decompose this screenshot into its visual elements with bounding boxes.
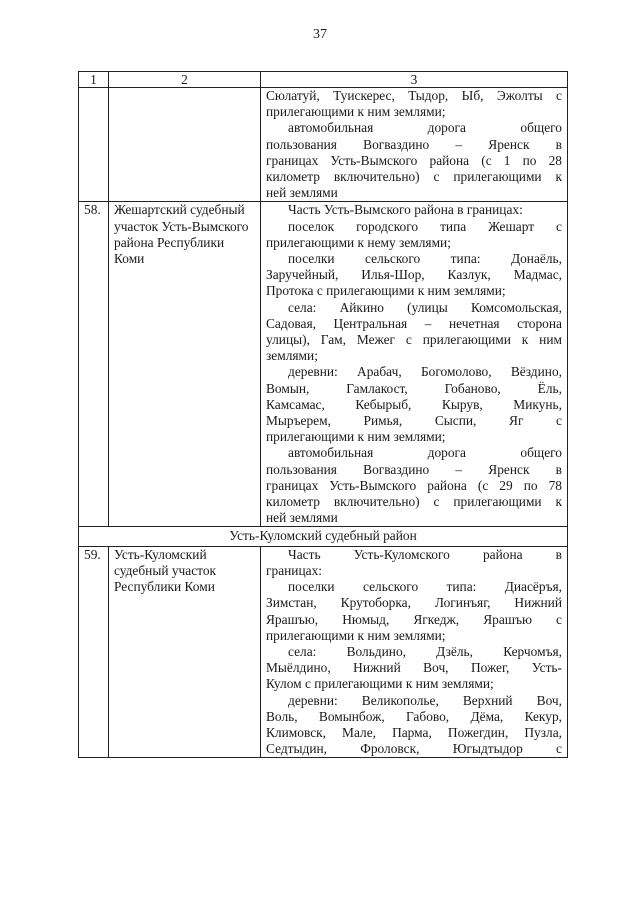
- text-line: Мыёлдино, Нижний Воч, Пожег, Усть-: [266, 660, 562, 676]
- header-col-3: 3: [261, 72, 568, 88]
- text-line: автомобильная дорога общего: [288, 445, 562, 461]
- territory-text: [261, 546, 568, 758]
- district-heading-row: [79, 527, 568, 546]
- territory-text: [261, 202, 568, 527]
- court-name: Жешартский судебный участок Усть-Вымского района Республики Коми: [109, 202, 261, 527]
- page-number: 37: [313, 27, 327, 42]
- text-line: Седтыдин, Фроловск, Югыдтыдор с: [266, 741, 562, 757]
- row-number: [79, 88, 109, 202]
- text-line: землями;: [266, 348, 318, 364]
- text-line: пользования Вогваздино – Яренск в: [266, 461, 562, 477]
- territory-text: [261, 88, 568, 202]
- text-line: деревни: Великополье, Верхний Воч,: [288, 692, 562, 708]
- text-line: прилегающими к нему землями;: [266, 234, 451, 250]
- text-line: села: Вольдино, Дзёль, Керчомъя,: [288, 643, 562, 659]
- text-line: Вомын, Гамлакост, Гобаново, Ёль,: [266, 380, 562, 396]
- text-line: ней землями: [266, 510, 338, 526]
- text-line: границах Усть-Вымского района (с 1 по 28: [266, 152, 562, 168]
- court-name: [109, 88, 261, 202]
- header-col-2: 2: [109, 72, 261, 88]
- text-line: пользования Вогваздино – Яренск в: [266, 136, 562, 152]
- court-name: Усть-Куломский судебный участок Республики Коми: [109, 546, 261, 758]
- text-line: Воль, Вомынбож, Габово, Дёма, Кекур,: [266, 708, 562, 724]
- text-line: ней землями: [266, 185, 338, 201]
- courts-table: [78, 71, 568, 758]
- text-line: поселок городского типа Жешарт с: [288, 218, 562, 234]
- text-line: Протока с прилегающими к ним землями;: [266, 283, 506, 299]
- text-line: Камсамас, Кебырыб, Кырув, Микунь,: [266, 396, 562, 412]
- text-line: Сюлатуй, Туискерес, Тыдор, Ыб, Эжолты с: [266, 88, 562, 103]
- row-number: 58.: [79, 202, 109, 527]
- table-row-59: [79, 546, 568, 758]
- text-line: границах:: [266, 562, 322, 578]
- text-line: улицы), Гам, Межег с прилегающими к ним: [266, 332, 562, 348]
- text-line: Ярашъю, Нюмыд, Ягкедж, Ярашъю с: [266, 611, 562, 627]
- text-line: Часть Усть-Куломского района в: [288, 546, 562, 562]
- text-line: границах Усть-Вымского района (с 29 по 78: [266, 477, 562, 493]
- text-line: поселки сельского типа: Донаёль,: [288, 251, 562, 267]
- district-heading: Усть-Куломский судебный район: [79, 527, 568, 546]
- text-line: поселки сельского типа: Диасёръя,: [288, 579, 562, 595]
- text-line: Садовая, Центральная – нечетная сторона: [266, 315, 562, 331]
- text-line: села: Айкино (улицы Комсомольская,: [288, 299, 562, 315]
- text-line: автомобильная дорога общего: [288, 120, 562, 136]
- text-line: деревни: Арабач, Богомолово, Вёздино,: [288, 364, 562, 380]
- text-line: Мыръерем, Римья, Сыспи, Яг с: [266, 413, 562, 429]
- text-line: Кулом с прилегающими к ним землями;: [266, 676, 494, 692]
- header-col-1: 1: [79, 72, 109, 88]
- text-line: километр включительно) с прилегающими к: [266, 169, 562, 185]
- text-line: Зимстан, Крутоборка, Логинъяг, Нижний: [266, 595, 562, 611]
- row-number: 59.: [79, 546, 109, 758]
- text-line: Климовск, Мале, Парма, Пожегдин, Пузла,: [266, 724, 562, 740]
- text-line: прилегающими к ним землями;: [266, 429, 446, 445]
- text-line: Часть Усть-Вымского района в границах:: [288, 202, 523, 218]
- table-row-58: [79, 202, 568, 527]
- text-line: прилегающими к ним землями;: [266, 104, 446, 120]
- table-row-continuation: [79, 88, 568, 202]
- text-line: Заручейный, Илья-Шор, Казлук, Мадмас,: [266, 267, 562, 283]
- text-line: прилегающими к ним землями;: [266, 627, 446, 643]
- text-line: километр включительно) с прилегающими к: [266, 494, 562, 510]
- table-header-row: [79, 72, 568, 88]
